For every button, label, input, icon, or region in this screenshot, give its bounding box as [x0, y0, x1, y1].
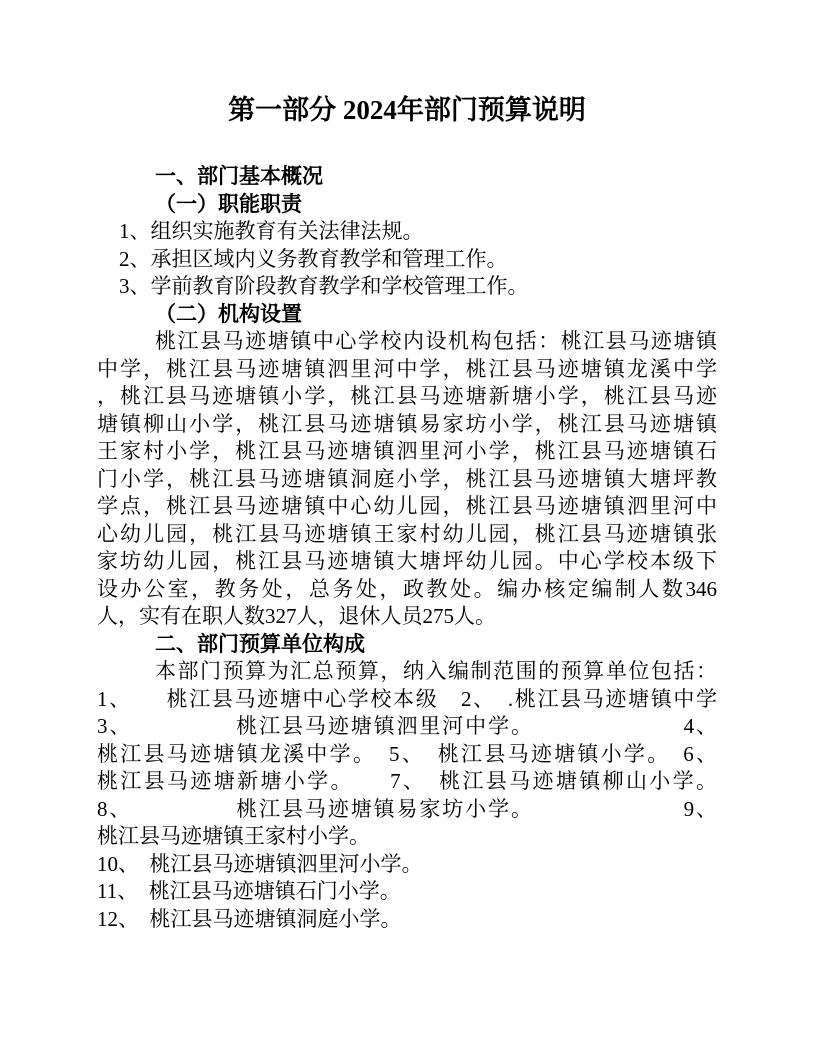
document-content	[97, 90, 717, 933]
organization-heading: （二）机构设置	[155, 301, 302, 326]
section2-heading: 二、部门预算单位构成	[155, 631, 365, 656]
org-paragraph-line: 家坊幼儿园，桃江县马迹塘镇大塘坪幼儿园。中心学校本级下	[97, 549, 717, 573]
org-paragraph-line: 门小学，桃江县马迹塘镇洞庭小学，桃江县马迹塘镇大塘坪教	[97, 466, 717, 491]
unit-list-line: 1、 桃江县马迹塘中心学校本级 2、 .桃江县马迹塘镇中学	[97, 686, 717, 711]
org-paragraph-line: ，桃江县马迹塘镇小学，桃江县马迹塘新塘小学，桃江县马迹	[97, 384, 717, 408]
org-paragraph-line: 学点，桃江县马迹塘镇中心幼儿园，桃江县马迹塘镇泗里河中	[97, 494, 717, 518]
unit-list-line: 桃江县马迹塘镇龙溪中学。 5、 桃江县马迹塘镇小学。 6、	[97, 741, 717, 766]
unit-list-line: 10、 桃江县马迹塘镇泗里河小学。	[97, 851, 423, 876]
section1-heading: 一、部门基本概况	[155, 164, 323, 188]
org-paragraph-line: 塘镇柳山小学，桃江县马迹塘镇易家坊小学，桃江县马迹塘镇	[97, 411, 717, 436]
org-paragraph-line: 心幼儿园，桃江县马迹塘镇王家村幼儿园，桃江县马迹塘镇张	[97, 521, 717, 546]
unit-list-line: 桃江县马迹塘镇王家村小学。	[97, 824, 370, 848]
unit-list-line: 8、 桃江县马迹塘镇易家坊小学。 9、	[97, 796, 717, 821]
unit-list-line: 12、 桃江县马迹塘镇洞庭小学。	[97, 906, 402, 931]
units-intro-line: 本部门预算为汇总预算，纳入编制范围的预算单位包括：	[155, 659, 717, 683]
duty-item: 1、组织实施教育有关法律法规。	[119, 219, 424, 243]
org-paragraph-line: 人，实有在职人数327人，退休人员275人。	[97, 604, 496, 628]
duty-item: 2、承担区域内义务教育教学和管理工作。	[119, 246, 508, 271]
unit-list-line: 桃江县马迹塘新塘小学。 7、 桃江县马迹塘镇柳山小学。	[97, 769, 717, 793]
org-paragraph-line: 王家村小学，桃江县马迹塘镇泗里河小学，桃江县马迹塘镇石	[97, 439, 717, 463]
unit-list-line: 11、 桃江县马迹塘镇石门小学。	[97, 879, 401, 903]
duty-item: 3、学前教育阶段教育教学和学校管理工作。	[119, 274, 529, 298]
org-paragraph-line: 桃江县马迹塘镇中心学校内设机构包括：桃江县马迹塘镇	[155, 329, 717, 353]
duties-heading: （一）职能职责	[155, 191, 302, 216]
org-paragraph-line: 设办公室，教务处，总务处，政教处。编办核定编制人数346	[97, 576, 717, 601]
org-paragraph-line: 中学，桃江县马迹塘镇泗里河中学，桃江县马迹塘镇龙溪中学	[97, 356, 717, 381]
page-title: 第一部分 2024年部门预算说明	[228, 95, 586, 125]
unit-list-line: 3、 桃江县马迹塘镇泗里河中学。 4、	[97, 714, 717, 738]
